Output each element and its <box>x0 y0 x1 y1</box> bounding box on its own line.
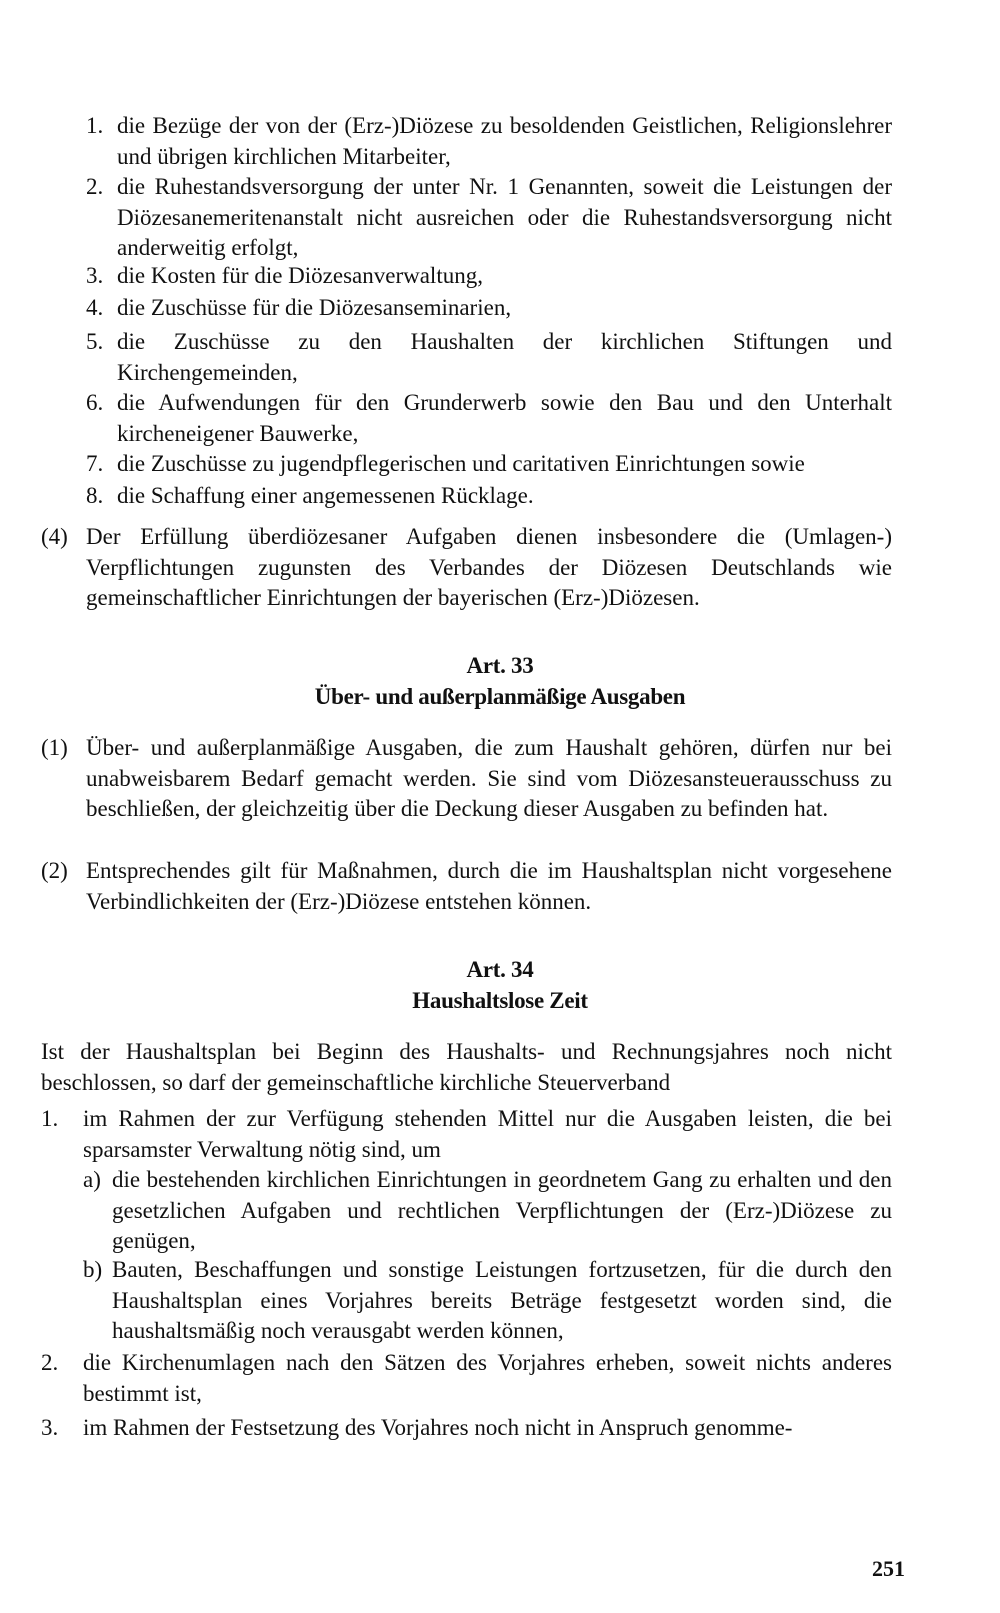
list-text: die Zuschüsse für die Diözesanseminarien, <box>117 295 512 320</box>
list-text: im Rahmen der Festsetzung des Vorjahres noch nicht in Anspruch genomme- <box>83 1415 793 1440</box>
list-text: im Rahmen der zur Verfügung stehenden Mittel nur die Ausgaben leisten, die bei sparsamster Verwaltung nötig sind, um <box>83 1106 892 1162</box>
list-number: 8. <box>86 483 104 508</box>
list-text: die Schaffung einer angemessenen Rücklage. <box>117 483 534 508</box>
list-text: die Zuschüsse zu den Haushalten der kirchlichen Stiftungen und Kirchengemeinden, <box>117 329 892 385</box>
list-text: die Kosten für die Diözesanverwaltung, <box>117 263 483 288</box>
article-number: Art. 34 <box>466 957 534 982</box>
page-number: 251 <box>872 1556 905 1581</box>
list-item <box>86 481 892 512</box>
list-number: 3. <box>86 263 104 288</box>
list-text: die Bezüge der von der (Erz-)Diözese zu besoldenden Geistlichen, Religionslehrer und übrigen kirchlichen Mitarbeiter, <box>117 113 892 169</box>
list-number: 1. <box>86 113 104 138</box>
list-item <box>41 1413 892 1444</box>
list-letter: b) <box>83 1257 103 1282</box>
list-number: 6. <box>86 390 104 415</box>
list-item <box>41 1104 892 1165</box>
article-intro: Ist der Haushaltsplan bei Beginn des Haushalts- und Rechnungsjahres noch nicht beschlossen, so darf der gemeinschaftliche kirchliche Steuerverband <box>41 1039 892 1095</box>
list-number: 2. <box>86 174 104 199</box>
list-item <box>86 261 892 292</box>
list-number: 1. <box>41 1106 59 1131</box>
list-item <box>86 111 892 172</box>
list-item <box>86 327 892 388</box>
list-text: Bauten, Beschaffungen und sonstige Leistungen fortzusetzen, für die durch den Haushaltsplan eines Vorjahres bereits Beträge festgesetzt worden sind, die haushaltsmäßig noch verausgabt werden können, <box>112 1257 892 1343</box>
sub-list-item <box>83 1165 892 1257</box>
list-number: 3. <box>41 1415 59 1440</box>
list-text: die bestehenden kirchlichen Einrichtungen in geordnetem Gang zu erhalten und den gesetzlichen Aufgaben und rechtlichen Verpflichtungen der (Erz-)Diözese zu genügen, <box>112 1167 892 1253</box>
article-number: Art. 33 <box>466 653 534 678</box>
list-item <box>86 449 892 480</box>
sub-list-item <box>83 1255 892 1347</box>
list-item <box>86 293 892 324</box>
list-number: 2. <box>41 1350 59 1375</box>
paragraph-number: (1) <box>41 735 68 760</box>
paragraph-4 <box>41 522 892 614</box>
article-title: Haushaltslose Zeit <box>412 988 588 1013</box>
list-item <box>86 388 892 449</box>
list-item <box>86 172 892 264</box>
paragraph-2 <box>41 856 892 917</box>
paragraph-text: Über- und außerplanmäßige Ausgaben, die zum Haushalt gehören, dürfen nur bei unabweisbarem Bedarf gemacht werden. Sie sind vom Diözesansteuerausschuss zu beschließen, der gleichzeitig über die Deckung dieser Ausgaben zu befinden hat. <box>86 735 892 821</box>
list-text: die Ruhestandsversorgung der unter Nr. 1 Genannten, soweit die Leistungen der Diözesanemeritenanstalt nicht ausreichen oder die Ruhestandsversorgung nicht anderweitig erfolgt, <box>117 174 892 260</box>
article-title: Über- und außerplanmäßige Ausgaben <box>314 684 686 709</box>
paragraph-text: Der Erfüllung überdiözesaner Aufgaben dienen insbesondere die (Umlagen-) Verpflichtungen zugunsten des Verbandes der Diözesen Deutschlands wie gemeinschaftlicher Einrichtungen der bayerischen (Erz-)Diözesen. <box>86 524 892 610</box>
list-text: die Zuschüsse zu jugendpflegerischen und caritativen Einrichtungen sowie <box>117 451 805 476</box>
list-number: 4. <box>86 295 104 320</box>
list-text: die Kirchenumlagen nach den Sätzen des Vorjahres erheben, soweit nichts anderes bestimmt ist, <box>83 1350 892 1406</box>
list-number: 5. <box>86 329 104 354</box>
paragraph-1 <box>41 733 892 825</box>
paragraph-text: Entsprechendes gilt für Maßnahmen, durch die im Haushaltsplan nicht vorgesehene Verbindlichkeiten der (Erz-)Diözese entstehen können. <box>86 858 892 914</box>
paragraph-number: (4) <box>41 524 68 549</box>
paragraph-number: (2) <box>41 858 68 883</box>
list-item <box>41 1348 892 1409</box>
list-text: die Aufwendungen für den Grunderwerb sowie den Bau und den Unterhalt kircheneigener Bauwerke, <box>117 390 892 446</box>
list-number: 7. <box>86 451 104 476</box>
list-letter: a) <box>83 1167 101 1192</box>
